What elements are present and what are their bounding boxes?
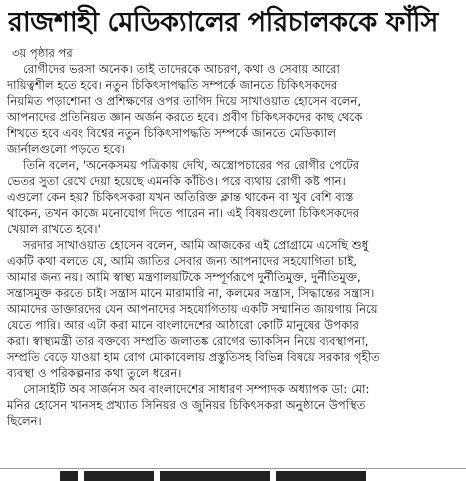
article-line: ব্যবস্থা ও পরিকল্পনার কথা তুলে ধরেন।: [7, 366, 182, 380]
article-line: এগুলো কেন হয়? চিকিৎসকরা যখন অতিরিক্ত ক্লান্ত থাকেন বা খুব বেশি ব্যস্ত: [7, 190, 354, 204]
article-line: শিখতে হবে এবং বিশ্বের নতুন চিকিৎসাপদ্ধতি সম্পর্কে জানতে মেডিক্যাল: [7, 126, 337, 140]
article-line: সন্ত্রাসমুক্ত করতে চাই। সন্ত্রাস মানে মারামারি না, কলমের সন্ত্রাস, সিদ্ধান্তের সন্ত্রাস।: [7, 286, 375, 300]
article-line: আমার জন্য নয়। আমি স্বাস্থ্য মন্ত্রণালয়টিকে সম্পূর্ণরূপে দুর্নীতিমুক্ত, দুর্নীতিমুক্ত,: [7, 270, 361, 284]
article-line: জার্নালগুলো পড়তে হবে।: [7, 142, 125, 156]
continued-from-page-label: ৩য় পৃষ্ঠার পর: [12, 46, 73, 60]
article-paragraph: [7, 381, 459, 429]
article-line: তিনি বলেন, 'অনেকসময় পত্রিকায় দেখি, অস্ত্রোপচারের পর রোগীর পেটের: [23, 158, 360, 172]
article-line: থাকেন, তখন কাজে মনোযোগ দিতে পারেন না। এই বিষয়গুলো চিকিৎসকদের: [7, 206, 360, 220]
article-line: দায়িত্বশীল হতে হবে। নতুন চিকিৎসাপদ্ধতি সম্পর্কে জানতে চিকিৎসকদের: [7, 78, 338, 92]
headline: রাজশাহী মেডিক্যালের পরিচালককে ফাঁসি: [8, 7, 438, 38]
article-line: যেতে পারি। আর এটা করা মানে বাংলাদেশের আঠারো কোটি মানুষের উপকার: [7, 318, 359, 332]
article-line: ভেতর সুতা রেখে দেয়া হয়েছে এমনকি কাঁচিও। পরে ব্যথায় রোগী কষ্ট পান।: [7, 174, 346, 188]
article-line: সম্প্রতি বেড়ে যাওয়া হাম রোগ মোকাবেলায় প্রস্তুতিসহ বিভিন্ন বিষয়ে সরকার গৃহীত: [7, 350, 380, 364]
article-line: খেয়াল রাখতে হবে।': [7, 222, 101, 236]
article-paragraph: [7, 157, 459, 237]
article-line: একটি কথা বলতে যে, আমি জাতির সেবার জন্য আপনাদের সহযোগিতা চাই,: [7, 254, 358, 268]
article-line: আপনাদের প্রতিনিয়ত জ্ঞান অর্জন করতে হবে। প্রবীণ চিকিৎসকদের কাছ থেকে: [7, 110, 363, 124]
article-line: করা। স্বাস্থ্যমন্ত্রী তার বক্তব্যে সম্প্রতি জলাতঙ্ক রোগের ভ্যাকসিন নিয়ে ব্যবস্থাপনা,: [7, 334, 369, 348]
article-paragraph: [7, 61, 459, 157]
article-line: আমাদের ডাক্তারদের যেন আপনাদের সহযোগিতায় একটি সম্মানিত জায়গায় নিয়ে: [7, 302, 378, 316]
article-body: [7, 61, 459, 429]
article-line: ছিলেন।: [7, 414, 42, 428]
article-line: সোসাইটি অব সার্জনস অব বাংলাদেশের সাধারণ সম্পাদক অধ্যাপক ডা: মো:: [23, 382, 370, 396]
next-headline-fragment: [60, 471, 440, 481]
article-line: মনির হোসেন খানসহ প্রখ্যাত সিনিয়র ও জুনিয়র চিকিৎসকরা অনুষ্ঠানে উপস্থিত: [7, 398, 366, 412]
article-line: সরদার সাখাওয়াত হোসেন বলেন, আমি আজকের এই প্রোগ্রামে এসেছি শুধু: [23, 238, 369, 252]
divider-line: [0, 468, 466, 469]
article-line: নিয়মিত পড়াশোনা ও প্রশিক্ষণের ওপর তাগিদ দিয়ে সাখাওয়াত হোসেন বলেন,: [7, 94, 362, 108]
article-paragraph: [7, 237, 459, 381]
article-line: রোগীদের ভরসা অনেক। তাই তাদেরকে আচরণ, কথা ও সেবায় আরো: [23, 62, 340, 76]
